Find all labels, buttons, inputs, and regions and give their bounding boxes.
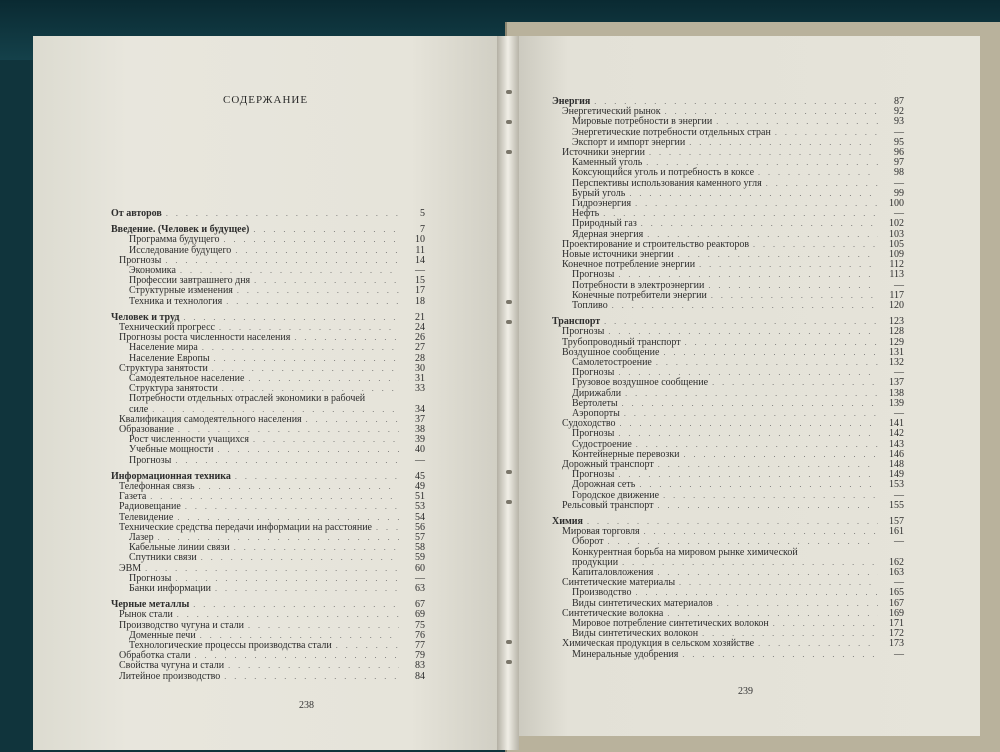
toc-entry-title: Аэропорты — [572, 408, 620, 419]
toc-entry-title: Исследование будущего — [129, 244, 232, 256]
toc-entry — [572, 649, 904, 660]
toc-entry-title: Виды синтетических волокон — [572, 628, 699, 640]
toc-entry-title: Человек и труд — [111, 311, 180, 323]
toc-page-number: 60 — [415, 562, 425, 574]
toc-page-number: — — [415, 454, 425, 466]
toc-page-number: 14 — [415, 254, 425, 266]
toc-page-number: 143 — [889, 438, 904, 450]
stitch-mark — [506, 660, 512, 664]
toc-entry-title: Лазер — [129, 532, 154, 543]
toc-entry — [129, 455, 425, 466]
leader-dots — [682, 649, 878, 660]
toc-page-number: — — [415, 572, 425, 584]
toc-entry-title: Коксующийся уголь и потребность в коксе — [572, 167, 755, 179]
toc-entry-title: Гидроэнергия — [572, 198, 632, 209]
toc-entry-title: Профессии завтрашнего дня — [129, 275, 251, 287]
page-number: 239 — [738, 686, 753, 697]
toc-entry-title: Телефонная связь — [119, 481, 195, 492]
toc-entry — [129, 296, 425, 307]
toc-page-number: 15 — [415, 275, 425, 287]
leader-dots — [166, 208, 399, 219]
toc-entry-title: Вертолеты — [572, 397, 618, 409]
toc-entry-title: Прогнозы — [572, 428, 615, 440]
toc-page-number: 148 — [889, 459, 904, 470]
toc-entry-title: Мировая торговля — [562, 526, 640, 538]
toc-page-number: 146 — [889, 448, 904, 460]
toc-entry-title: Городское движение — [572, 489, 660, 501]
toc-entry-title: Перспективы использования каменного угля — [572, 177, 762, 189]
toc-entry-title: Проектирование и строительство реакторов — [562, 238, 750, 250]
toc-page-number: 84 — [415, 670, 425, 682]
toc-entry-title: Рост численности учащихся — [129, 434, 249, 446]
toc-entry-title: Прогнозы — [562, 326, 605, 338]
toc-page-number: 169 — [889, 607, 904, 619]
toc-entry-title: ЭВМ — [119, 562, 142, 574]
toc-page-number: 105 — [889, 238, 904, 250]
toc-entry-title: От авторов — [111, 208, 162, 219]
leader-dots — [612, 300, 878, 311]
toc-page-number: 123 — [889, 316, 904, 328]
leader-dots — [224, 671, 399, 682]
toc-entry-title: Природный газ — [572, 218, 637, 230]
toc-entry-title: Экономика — [129, 265, 176, 276]
toc-entry-title: Прогнозы роста численности населения — [119, 332, 291, 344]
toc-entry-title: Прогнозы — [119, 254, 162, 266]
toc-page-number: 100 — [889, 198, 904, 209]
toc-page-number: 58 — [415, 542, 425, 554]
toc-entry-title: Капиталовложения — [572, 567, 654, 578]
toc-page-number: 7 — [420, 224, 425, 236]
toc-entry-title: Судостроение — [572, 438, 632, 450]
toc-page-number: 28 — [415, 352, 425, 364]
toc-entry-title: Энергия — [552, 96, 591, 107]
toc-entry-title: Нефть — [572, 208, 600, 220]
toc-page-number: — — [894, 177, 904, 189]
toc-entry-title: Прогнозы — [572, 269, 615, 281]
toc-entry-title: Учебные мощности — [129, 444, 214, 456]
toc-entry-title: Мировое потребление синтетических волокон — [572, 618, 769, 629]
toc-page-number: 51 — [415, 491, 425, 503]
toc-entry-title: Экспорт и импорт энергии — [572, 136, 686, 148]
toc-page-number: — — [894, 577, 904, 589]
toc-entry-title: Рынок стали — [119, 609, 173, 621]
toc-entry-title: Оборот — [572, 536, 604, 548]
toc-page-number: 142 — [889, 428, 904, 440]
toc-page-number: — — [415, 265, 425, 276]
toc-page-number: 83 — [415, 660, 425, 672]
toc-page-number: 76 — [415, 629, 425, 641]
toc-entry-title: Введение. (Человек и будущее) — [111, 224, 250, 236]
toc-entry-title: Мировые потребности в энергии — [572, 116, 713, 128]
toc-page-number: 34 — [415, 403, 425, 415]
toc-page-number: 17 — [415, 285, 425, 297]
toc-entry-title: Прогнозы — [572, 469, 615, 481]
toc-entry-title: Бурый уголь — [572, 187, 626, 199]
toc-page-number: 129 — [889, 336, 904, 348]
toc-entry-title: Химия — [552, 516, 583, 527]
toc-page-number: 113 — [889, 269, 904, 281]
toc-entry-title: Потребности в электроэнергии — [572, 279, 705, 291]
toc-entry-title: Транспорт — [552, 316, 601, 328]
toc-entry-title: Доменные печи — [129, 629, 196, 641]
toc-page-number: 49 — [415, 481, 425, 492]
toc-page-number: 26 — [415, 332, 425, 344]
toc-entry-title: Грузовое воздушное сообщение — [572, 377, 709, 389]
toc-entry-title: Производство — [572, 587, 632, 599]
toc-page-number: 30 — [415, 362, 425, 374]
toc-page-number: 77 — [415, 640, 425, 651]
toc-entry — [119, 671, 425, 682]
left-page — [33, 36, 505, 750]
toc-entry-title: Спутники связи — [129, 552, 197, 564]
toc-title: СОДЕРЖАНИЕ — [223, 94, 309, 106]
toc-page-number: 24 — [415, 322, 425, 333]
toc-page-number: 167 — [889, 597, 904, 609]
toc-entry-title: Производство чугуна и стали — [119, 619, 245, 631]
toc-page-number: 149 — [889, 469, 904, 481]
toc-entry-title: Население Европы — [129, 352, 210, 364]
toc-entry-title: Кабельные линии связи — [129, 542, 230, 554]
toc-entry-title: Телевидение — [119, 511, 174, 523]
toc-entry-title: Конечные потребители энергии — [572, 289, 707, 301]
right-page — [512, 36, 980, 736]
toc-page-number: 92 — [894, 106, 904, 118]
toc-entry-title: Техника и технология — [129, 295, 223, 307]
toc-page-number: 56 — [415, 521, 425, 533]
stitch-mark — [506, 120, 512, 124]
toc-page-number: 171 — [889, 618, 904, 629]
toc-page-number: 97 — [894, 157, 904, 169]
toc-page-number: 57 — [415, 532, 425, 543]
toc-page-number: 157 — [889, 516, 904, 527]
toc-entry-title: Структура занятости — [119, 362, 208, 374]
toc-entry-title: Новые источники энергии — [562, 249, 674, 260]
toc-page-number: — — [894, 367, 904, 379]
toc-entry-title: Дирижабли — [572, 387, 622, 399]
toc-page-number: 120 — [889, 300, 904, 311]
toc-entry-title: Прогнозы — [572, 367, 615, 379]
toc-entry-title: Информационная техника — [111, 470, 231, 482]
toc-page-number: 96 — [894, 147, 904, 158]
toc-entry-title: Синтетические волокна — [562, 607, 664, 619]
toc-entry-title: Синтетические материалы — [562, 577, 676, 589]
toc-entry — [562, 500, 904, 511]
stitch-mark — [506, 640, 512, 644]
toc-page-number: 33 — [415, 383, 425, 395]
toc-entry-title: Трубопроводный транспорт — [562, 336, 681, 348]
toc-page-number: 11 — [415, 244, 425, 256]
toc-page-number: 18 — [415, 295, 425, 307]
toc-page-number: 165 — [889, 587, 904, 599]
toc-page-number: 31 — [415, 373, 425, 384]
toc-entry-title: Ядерная энергия — [572, 228, 644, 240]
toc-entry-title: Свойства чугуна и стали — [119, 660, 225, 672]
toc-entry-title: Источники энергии — [562, 147, 645, 158]
toc-page-number: 75 — [415, 619, 425, 631]
leader-dots — [657, 500, 878, 511]
toc-entry-title: Минеральные удобрения — [572, 648, 679, 660]
toc-entry-title: Прогнозы — [129, 572, 172, 584]
toc-page-number: 132 — [889, 357, 904, 368]
toc-page-number: 54 — [415, 511, 425, 523]
toc-page-number: — — [894, 489, 904, 501]
stitch-mark — [506, 470, 512, 474]
toc-entry-title: Дорожный транспорт — [562, 459, 654, 470]
toc-entry-title: силе — [129, 403, 149, 415]
toc-page-number: — — [894, 126, 904, 138]
toc-entry-title: Конкурентная борьба на мировом рынке химической — [572, 546, 798, 558]
leader-dots — [226, 296, 399, 307]
toc-entry-title: Газета — [119, 491, 147, 503]
toc-section — [111, 208, 425, 219]
toc-page-number: 45 — [415, 470, 425, 482]
toc-page-number: 139 — [889, 397, 904, 409]
stitch-mark — [506, 300, 512, 304]
toc-page-number: 112 — [889, 259, 904, 271]
toc-page-number: 63 — [415, 583, 425, 594]
stitch-mark — [506, 150, 512, 154]
toc-page-number: — — [894, 208, 904, 220]
leader-dots — [215, 583, 399, 594]
toc-page-number: — — [894, 536, 904, 548]
toc-entry-title: Контейнерные перевозки — [572, 448, 680, 460]
toc-page-number: 59 — [415, 552, 425, 564]
toc-entry-title: Виды синтетических материалов — [572, 597, 713, 609]
toc-entry-title: Программа будущего — [129, 234, 220, 246]
toc-entry — [572, 300, 904, 311]
toc-page-number: 98 — [894, 167, 904, 179]
toc-page-number: 109 — [889, 249, 904, 260]
toc-entry-title: Структурные изменения — [129, 285, 233, 297]
toc-page-number: 21 — [415, 311, 425, 323]
toc-page-number: 87 — [894, 96, 904, 107]
toc-entry-title: Энергетические потребности отдельных стран — [572, 126, 771, 138]
toc-page-number: 40 — [415, 444, 425, 456]
toc-page-number: 79 — [415, 650, 425, 662]
toc-page-number: 141 — [889, 418, 904, 430]
toc-entry-title: Самодеятельное население — [129, 373, 245, 384]
toc-entry-title: Топливо — [572, 300, 608, 311]
toc-page-number: 153 — [889, 479, 904, 491]
toc-page-number: 161 — [889, 526, 904, 538]
toc-entry-title: Черные металлы — [111, 599, 190, 611]
toc-entry-title: Химическая продукция в сельском хозяйстве — [562, 638, 755, 650]
toc-page-number: 27 — [415, 342, 425, 354]
stitch-mark — [506, 500, 512, 504]
toc-entry-title: Рельсовый транспорт — [562, 499, 654, 511]
toc-page-number: 128 — [889, 326, 904, 338]
toc-page-number: 172 — [889, 628, 904, 640]
toc-page-number: 162 — [889, 556, 904, 568]
toc-entry-title: Структура занятости — [129, 383, 218, 395]
toc-page-number: — — [894, 648, 904, 660]
toc-page-number: 53 — [415, 501, 425, 513]
toc-entry-title: Энергетический рынок — [562, 106, 661, 118]
page-number: 238 — [299, 700, 314, 711]
toc-page-number: 155 — [889, 499, 904, 511]
toc-entry-title: Воздушное сообщение — [562, 346, 660, 358]
toc-page-number: 10 — [415, 234, 425, 246]
stitch-mark — [506, 90, 512, 94]
toc-entry — [129, 583, 425, 594]
toc-page-number: 93 — [894, 116, 904, 128]
toc-entry-title: Дорожная сеть — [572, 479, 636, 491]
toc-entry-title: Образование — [119, 424, 174, 435]
toc-entry-title: Банки информации — [129, 583, 212, 594]
toc-entry-title: Технический прогресс — [119, 322, 215, 333]
toc-entry-title: Технические средства передачи информации на расстояние — [119, 521, 372, 533]
toc-entry-title: Самолетостроение — [572, 357, 652, 368]
toc-page-number: 38 — [415, 424, 425, 435]
toc-page-number: 102 — [889, 218, 904, 230]
toc-entry-title: Технологические процессы производства стали — [129, 640, 332, 651]
toc-page-number: 67 — [415, 599, 425, 611]
toc-page-number: 39 — [415, 434, 425, 446]
toc-entry-title: Население мира — [129, 342, 198, 354]
toc-entry-title: Потребности отдельных отраслей экономики в рабочей — [129, 393, 366, 405]
toc-entry-title: Литейное производство — [119, 670, 221, 682]
toc-page-number: 173 — [889, 638, 904, 650]
toc-entry-title: продукции — [572, 556, 619, 568]
toc-page-number: 95 — [894, 136, 904, 148]
toc-page-number: 163 — [889, 567, 904, 578]
stitch-mark — [506, 320, 512, 324]
toc-entry-title: Каменный уголь — [572, 157, 643, 169]
toc-page-number: — — [894, 279, 904, 291]
leader-dots — [175, 455, 399, 466]
toc-page-number: 37 — [415, 413, 425, 425]
toc-page-number: 99 — [894, 187, 904, 199]
toc-entry-title: Квалификация самодеятельного населения — [119, 413, 302, 425]
toc-page-number: 137 — [889, 377, 904, 389]
toc-page-number: 5 — [420, 208, 425, 219]
toc-entry-title: Конечное потребление энергии — [562, 259, 696, 271]
toc-page-number: 117 — [889, 289, 904, 301]
toc-entry-title: Прогнозы — [129, 454, 172, 466]
toc-page-number: 69 — [415, 609, 425, 621]
toc-entry-title: Судоходство — [562, 418, 616, 430]
toc-page-number: 131 — [889, 346, 904, 358]
toc-page-number: — — [894, 408, 904, 419]
toc-entry-title: Обработка стали — [119, 650, 191, 662]
toc-entry-title: Радиовещание — [119, 501, 181, 513]
toc-page-number: 103 — [889, 228, 904, 240]
toc-page-number: 138 — [889, 387, 904, 399]
